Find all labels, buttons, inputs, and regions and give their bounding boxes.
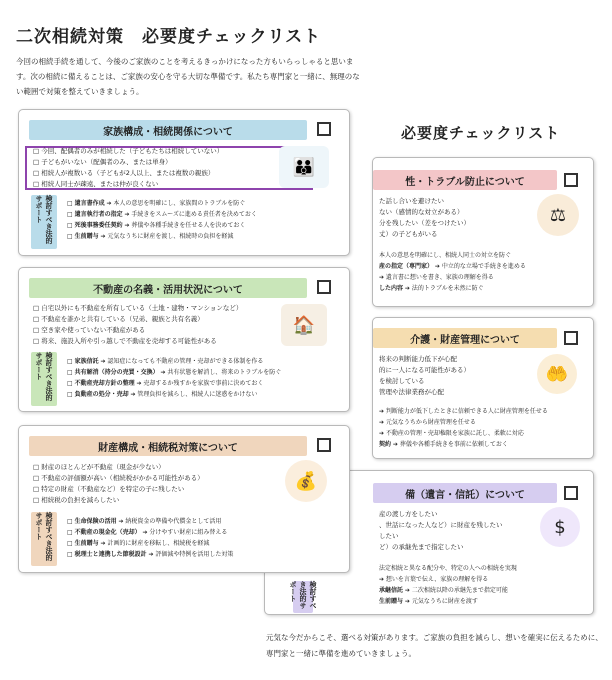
right-check-item: したい xyxy=(379,532,399,540)
support-item: ➔ 判断能力が低下したときに信頼できる人に財産管理を任せる xyxy=(379,408,548,415)
right-card-header: 介護・財産管理について xyxy=(373,328,557,348)
support-label: 検討すべき法的サポート xyxy=(31,195,57,249)
support-item: □ 家族信託 ➔ 認知症になっても不動産の管理・売却ができる体制を作る xyxy=(67,358,264,365)
right-check-item: を検討している xyxy=(379,377,425,385)
check-item: □ 不動産を誰かと共有している（兄弟、親族と共有名義） xyxy=(33,315,204,323)
support-item: 承継信託 ➔ 二次相続以降の承継先まで指定可能 xyxy=(379,587,508,594)
check-item: □ 相続税の負担を減らしたい xyxy=(33,496,120,504)
closing-text: 元気な今だからこそ、選べる対策があります。ご家族の負担を減らし、想いを確実に伝えるために、専門家と一緒に準備を進めていきましょう。 xyxy=(266,633,603,658)
card-real-estate xyxy=(18,267,350,412)
right-support-list xyxy=(379,563,591,607)
support-item: □ 不動産売却方針の整理 ➔ 売却するか残すかを家族で事前に決めておく xyxy=(67,380,264,387)
check-item: □ 不動産の評価額が高い（相続税がかかる可能性がある） xyxy=(33,474,204,482)
support-item: □ 死後事務委任契約 ➔ 葬儀や各種手続きを任せる人を決めておく xyxy=(67,222,246,229)
support-label: 検討すべき法的サポート xyxy=(31,352,57,406)
support-item: □ 遺言書作成 ➔ 本人の意思を明確にし、家族間のトラブルを防ぐ xyxy=(67,200,246,207)
right-card-header: 性・トラブル防止について xyxy=(373,170,557,190)
right-card-checkbox[interactable] xyxy=(564,486,578,500)
support-list xyxy=(67,356,345,400)
right-check-item: 産の渡し方をしたい xyxy=(379,510,438,518)
support-item: □ 生命保険の活用 ➔ 納税資金の準備や代償金として活用 xyxy=(67,518,222,525)
card-family-structure xyxy=(18,109,350,256)
check-item: □ 相続人同士が疎遠、または仲が良くない xyxy=(33,180,159,188)
support-item: した内容 ➔ 法的トラブルを未然に防ぐ xyxy=(379,285,484,292)
right-check-item: ない（感情的な対立がある） xyxy=(379,208,464,216)
check-item: □ 相続人が複数いる（子どもが2人以上、または複数の親族） xyxy=(33,169,215,177)
card-checkbox[interactable] xyxy=(317,122,331,136)
right-check-item: 将来の判断能力低下が心配 xyxy=(379,355,457,363)
family-icon: 👪 xyxy=(279,146,329,188)
support-item: □ 不動産の現金化（売却） ➔ 分けやすい財産に組み替える xyxy=(67,529,228,536)
page-title: 二次相続対策 必要度チェックリスト xyxy=(16,27,322,47)
card-header: 家族構成・相続関係について xyxy=(29,120,307,140)
support-item: □ 負動産の処分・売却 ➔ 管理負担を減らし、相続人に迷惑をかけない xyxy=(67,391,258,398)
support-item: 生前贈与 ➔ 元気なうちに財産を渡す xyxy=(379,598,478,605)
right-check-item: た話し合いを避けたい xyxy=(379,197,444,205)
right-card-care-management xyxy=(372,317,594,459)
check-item: □ 子どもがいない（配偶者のみ、または単身） xyxy=(33,158,172,166)
check-item: □ 自宅以外にも不動産を所有している（土地・建物・マンションなど） xyxy=(33,304,243,312)
right-check-item: 、世話になった人など）に財産を残したい xyxy=(379,521,503,529)
support-item: □ 生前贈与 ➔ 元気なうちに財産を渡し、相続時の負担を軽減 xyxy=(67,233,234,240)
support-list xyxy=(67,516,345,560)
support-item: □ 税理士と連携した節税設計 ➔ 評価減や特例を活用した対策 xyxy=(67,551,234,558)
check-item: □ 財産のほとんどが不動産（現金が少ない） xyxy=(33,463,165,471)
right-check-item: ど）の承継先まで指定したい xyxy=(379,543,464,551)
right-check-item: 丈）の子どもがいる xyxy=(379,230,438,238)
support-item: □ 共有解消（持分の売買・交換） ➔ 共有状態を解消し、将来のトラブルを防ぐ xyxy=(67,369,282,376)
check-item: □ 特定の財産（不動産など）を特定の子に残したい xyxy=(33,485,185,493)
card-header: 不動産の名義・活用状況について xyxy=(29,278,307,298)
right-page-title: 必要度チェックリスト xyxy=(401,124,561,142)
right-check-item: 分を残したい（差をつけたい） xyxy=(379,219,470,227)
intro-text: 今回の相続手続を通して、今後のご家族のことを考えるきっかけになった方もいらっしゃると思います。次の相続に備えることは、ご家族の安心を守る大切な準備です。私たち専門家と一緒に、無理のない範囲で対策を整えていきましょう。 xyxy=(16,57,360,96)
right-support-list xyxy=(379,250,589,294)
check-item: □ 空き家や使っていない不動産がある xyxy=(33,326,146,334)
support-item: ➔ 遺言書に想いを書き、家族の理解を得る xyxy=(379,274,494,281)
right-check-item: 管理や法律業務が心配 xyxy=(379,388,444,396)
right-check-item: 的に一人になる可能性がある） xyxy=(379,366,470,374)
check-item: □ 将来、施設入所や引っ越しで不動産を売却する可能性がある xyxy=(33,337,217,345)
right-card-checkbox[interactable] xyxy=(564,173,578,187)
right-card-trouble-prevention xyxy=(372,157,594,307)
document-dollar-icon: $ xyxy=(540,507,580,547)
care-hands-icon: 🤲 xyxy=(537,354,577,394)
card-checkbox[interactable] xyxy=(317,438,331,452)
right-card-checkbox[interactable] xyxy=(564,331,578,345)
right-card-header: 備（遺言・信託）について xyxy=(373,483,557,503)
house-icon: 🏠 xyxy=(281,304,327,346)
support-item: 契約 ➔ 葬儀や各種手続きを事前に依頼しておく xyxy=(379,441,508,448)
check-item: □ 今回、配偶者のみが相続した（子どもたちは相続していない） xyxy=(33,147,224,155)
card-assets-tax xyxy=(18,425,350,573)
card-checkbox[interactable] xyxy=(317,280,331,294)
support-label: 検討すべき法的サポート xyxy=(31,512,57,566)
support-item: ➔ 想いを言葉で伝え、家族の理解を得る xyxy=(379,576,489,583)
card-header: 財産構成・相続税対策について xyxy=(29,436,307,456)
support-item: □ 生前贈与 ➔ 計画的に財産を移転し、相続税を軽減 xyxy=(67,540,210,547)
support-item: ➔ 元気なうちから財産管理を任せる xyxy=(379,419,476,426)
support-label: 検討すべき法的サポート xyxy=(293,581,313,613)
money-bag-icon: 💰 xyxy=(285,460,327,502)
support-item: □ 遺言執行者の指定 ➔ 手続きをスムーズに進める責任者を決めておく xyxy=(67,211,257,218)
support-item: ➔ 不動産の管理・売却権限を家族に託し、柔軟に対応 xyxy=(379,430,524,437)
support-item: 本人の意思を明確にし、相続人同士の対立を防ぐ xyxy=(379,252,512,259)
right-support-list xyxy=(379,406,589,450)
support-list xyxy=(67,198,345,242)
support-item: 法定相続と異なる配分や、特定の人への相続を実現 xyxy=(379,565,517,572)
support-item: 産の指定（専門家） ➔ 中立的な立場で手続きを進める xyxy=(379,263,526,270)
balance-scale-icon: ⚖ xyxy=(537,194,579,236)
